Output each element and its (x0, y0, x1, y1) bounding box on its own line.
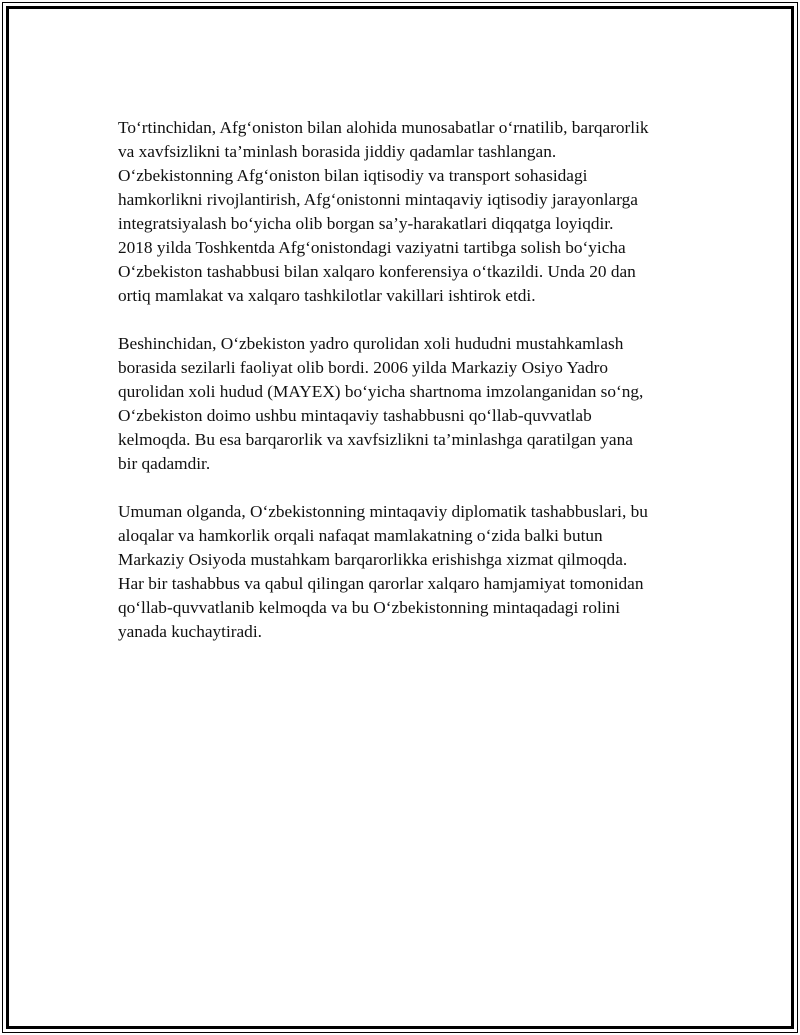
text-line: ortiq mamlakat va xalqaro tashkilotlar vakillari ishtirok etdi. (118, 286, 536, 305)
paragraph-nuclear-free-zone (118, 332, 698, 476)
text-line: va xavfsizlikni ta’minlash borasida jiddiy qadamlar tashlangan. (118, 142, 557, 161)
text-line: Markaziy Osiyoda mustahkam barqarorlikka erishishga xizmat qilmoqda. (118, 550, 628, 569)
text-line: hamkorlikni rivojlantirish, Afg‘onistonni mintaqaviy iqtisodiy jarayonlarga (118, 190, 638, 209)
text-line: bir qadamdir. (118, 454, 211, 473)
text-line: To‘rtinchidan, Afg‘oniston bilan alohida munosabatlar o‘rnatilib, barqarorlik (118, 118, 649, 137)
text-line: O‘zbekistonning Afg‘oniston bilan iqtisodiy va transport sohasidagi (118, 166, 588, 185)
text-line: qo‘llab-quvvatlanib kelmoqda va bu O‘zbekistonning mintaqadagi rolini (118, 598, 621, 617)
text-line: Har bir tashabbus va qabul qilingan qarorlar xalqaro hamjamiyat tomonidan (118, 574, 644, 593)
text-line: aloqalar va hamkorlik orqali nafaqat mamlakatning o‘zida balki butun (118, 526, 603, 545)
document-body (118, 116, 698, 668)
text-line: yanada kuchaytiradi. (118, 622, 262, 641)
text-line: O‘zbekiston tashabbusi bilan xalqaro konferensiya o‘tkazildi. Unda 20 dan (118, 262, 636, 281)
text-line: Beshinchidan, O‘zbekiston yadro qurolidan xoli hududni mustahkamlash (118, 334, 624, 353)
text-line: integratsiyalash bo‘yicha olib borgan sa’y-harakatlari diqqatga loyiqdir. (118, 214, 614, 233)
text-line: O‘zbekiston doimo ushbu mintaqaviy tashabbusni qo‘llab-quvvatlab (118, 406, 592, 425)
paragraph-afghanistan (118, 116, 698, 308)
text-line: borasida sezilarli faoliyat olib bordi. 2006 yilda Markaziy Osiyo Yadro (118, 358, 609, 377)
text-line: 2018 yilda Toshkentda Afg‘onistondagi vaziyatni tartibga solish bo‘yicha (118, 238, 626, 257)
paragraph-conclusion (118, 500, 698, 644)
text-line: kelmoqda. Bu esa barqarorlik va xavfsizlikni ta’minlashga qaratilgan yana (118, 430, 633, 449)
text-line: qurolidan xoli hudud (MAYEX) bo‘yicha shartnoma imzolanganidan so‘ng, (118, 382, 644, 401)
text-line: Umuman olganda, O‘zbekistonning mintaqaviy diplomatik tashabbuslari, bu (118, 502, 648, 521)
